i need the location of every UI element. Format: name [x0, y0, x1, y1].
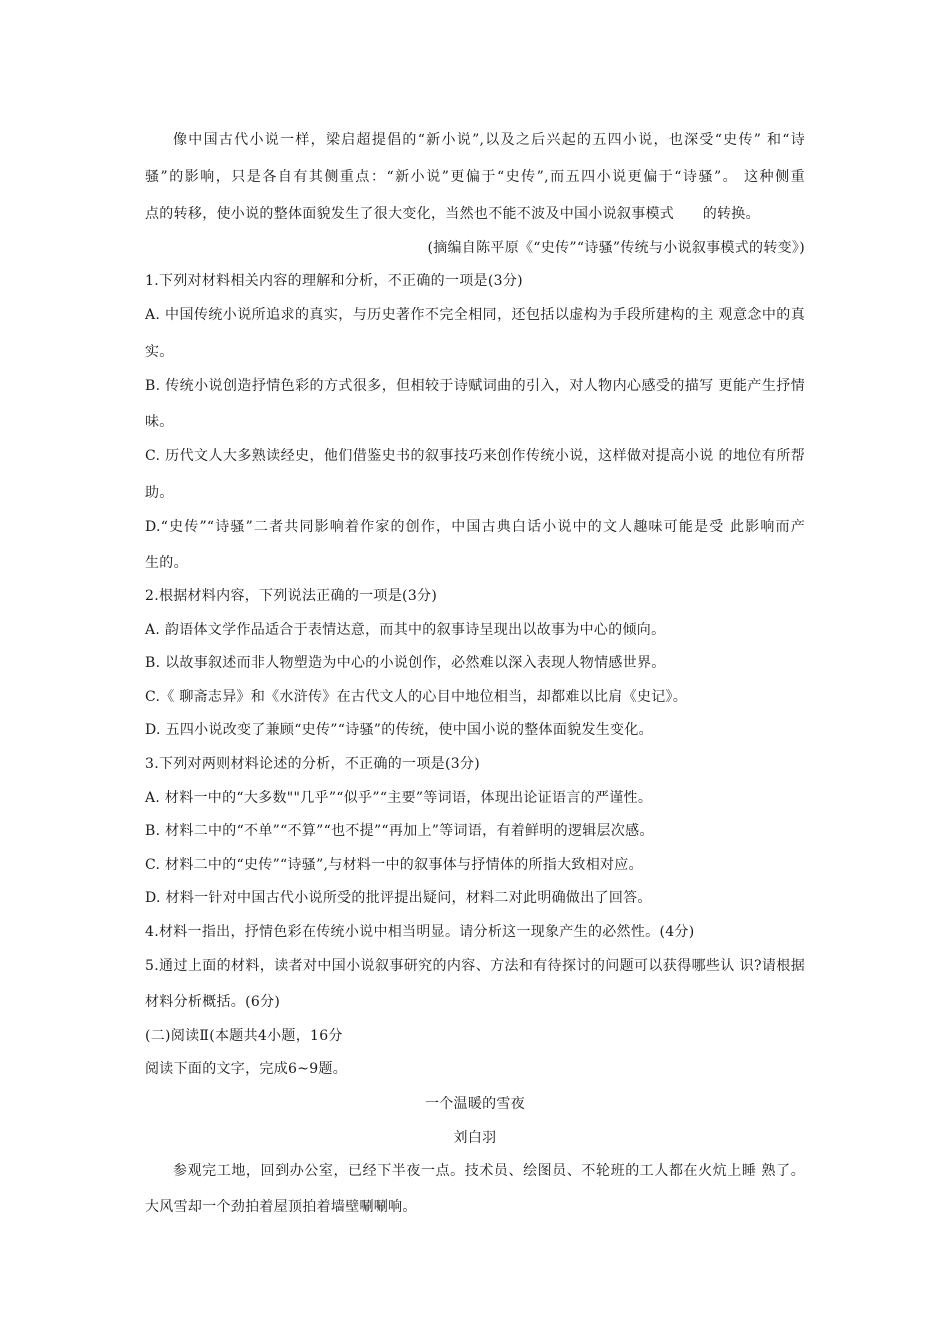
question-2-option-a: A. 韵语体文学作品适合于表情达意，而其中的叙事诗呈现出以故事为中心的倾向。 [145, 622, 666, 638]
passage-line-2: 骚”的影响，只是各自有其侧重点：“新小说”更偏于“史传”,而五四小说更偏于“诗骚”。 这种侧重 [145, 169, 805, 185]
question-5-cont: 材料分析概括。(6分) [145, 994, 281, 1010]
question-1-option-b: B. 传统小说创造抒情色彩的方式很多，但相较于诗赋词曲的引入，对人物内心感受的描写 更能产生抒情 [145, 378, 805, 394]
passage-line-1: 像中国古代小说一样，梁启超提倡的“新小说”,以及之后兴起的五四小说，也深受“史传” 和“诗 [173, 132, 805, 148]
question-3-option-b: B. 材料二中的“不单”“不算”“也不提”“再加上”等词语，有着鲜明的逻辑层次感。 [145, 823, 654, 839]
section-instruction: 阅读下面的文字，完成6~9题。 [145, 1061, 348, 1077]
question-3-option-c: C. 材料二中的“史传”“诗骚”,与材料一中的叙事体与抒情体的所指大致相对应。 [145, 857, 643, 873]
article-paragraph-line-2: 大风雪却一个劲拍着屋顶拍着墙壁唰唰响。 [145, 1199, 417, 1215]
question-2-stem: 2.根据材料内容，下列说法正确的一项是(3分) [145, 588, 438, 604]
question-1-stem: 1.下列对材料相关内容的理解和分析，不正确的一项是(3分) [145, 273, 523, 289]
article-title: 一个温暖的雪夜 [424, 1096, 526, 1112]
passage-line-3: 点的转移，使小说的整体面貌发生了很大变化，当然也不能不波及中国小说叙事模式 的转换。 [145, 206, 760, 222]
question-1-option-c: C. 历代文人大多熟读经史，他们借鉴史书的叙事技巧来创作传统小说，这样做对提高小说 的地位有所帮 [145, 448, 805, 464]
question-1-option-a: A. 中国传统小说所追求的真实，与历史著作不完全相同，还包括以虚构为手段所建构的主 观意念中的真 [145, 307, 805, 323]
question-1-option-b-cont: 味。 [145, 414, 174, 430]
question-4: 4.材料一指出，抒情色彩在传统小说中相当明显。请分析这一现象产生的必然性。(4分) [145, 924, 695, 940]
question-5: 5.通过上面的材料，读者对中国小说叙事研究的内容、方法和有待探讨的问题可以获得哪些认 识?请根据 [145, 958, 805, 974]
article-paragraph-line-1: 参观完工地，回到办公室，已经下半夜一点。技术员、绘图员、不轮班的工人都在火炕上睡 熟了。 [173, 1163, 805, 1179]
question-3-option-a: A. 材料一中的“大多数""几乎”“似乎”“主要”等词语，体现出论证语言的严谨性。 [145, 790, 653, 806]
article-author: 刘白羽 [453, 1130, 497, 1146]
section-heading: (二)阅读Ⅱ(本题共4小题，16分 [145, 1028, 343, 1044]
question-3-stem: 3.下列对两则材料论述的分析，不正确的一项是(3分) [145, 756, 480, 772]
question-1-option-a-cont: 实。 [145, 344, 174, 360]
passage-source: (摘编自陈平原《“史传”“诗骚”传统与小说叙事模式的转变》) [427, 240, 805, 256]
question-1-option-c-cont: 助。 [145, 485, 174, 501]
question-1-option-d-cont: 生的。 [145, 555, 188, 571]
question-2-option-d: D. 五四小说改变了兼顾“史传”“诗骚”的传统，使中国小说的整体面貌发生变化。 [145, 722, 653, 738]
question-1-option-d: D.“史传”“诗骚”二者共同影响着作家的创作，中国古典白话小说中的文人趣味可能是受 此影响而产 [145, 519, 805, 535]
question-2-option-b: B. 以故事叙述而非人物塑造为中心的小说创作，必然难以深入表现人物情感世界。 [145, 655, 666, 671]
question-3-option-d: D. 材料一针对中国古代小说所受的批评提出疑问，材料二对此明确做出了回答。 [145, 890, 652, 906]
question-2-option-c: C.《 聊斋志异》和《水浒传》在古代文人的心目中地位相当，却都难以比肩《史记》。 [145, 689, 688, 705]
